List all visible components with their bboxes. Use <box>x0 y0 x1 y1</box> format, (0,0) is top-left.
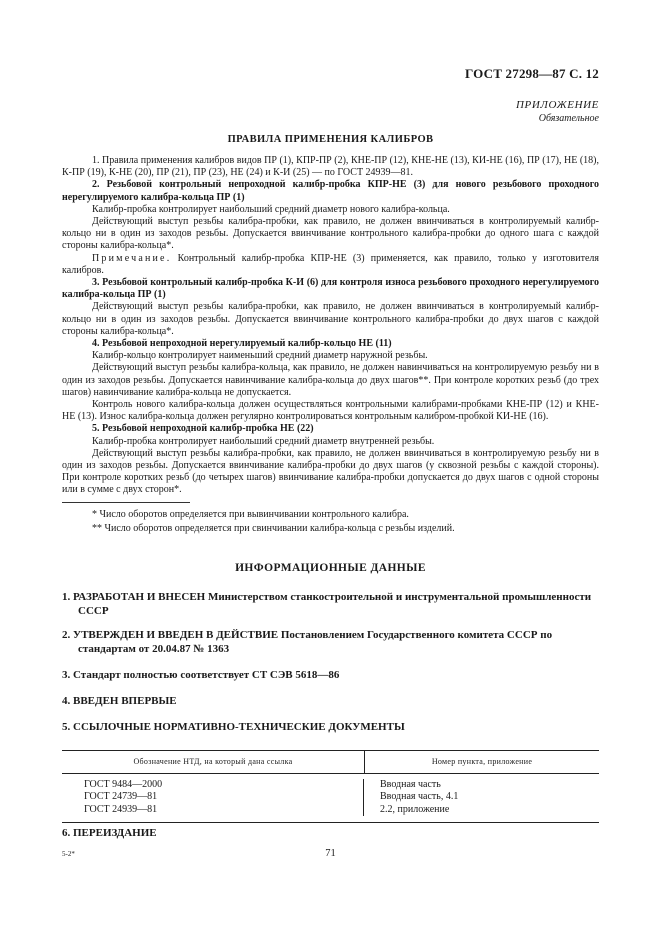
table-header-ref: Номер пункта, приложение <box>431 757 533 766</box>
table-row-doc: ГОСТ 9484—2000 <box>84 779 163 790</box>
info-item-6-text: 6. ПЕРЕИЗДАНИЕ <box>62 827 157 839</box>
footnote-rule <box>62 502 190 503</box>
info-item-2 <box>62 628 602 656</box>
appendix-status: Обязательное <box>538 113 599 124</box>
page-number: 71 <box>325 848 336 859</box>
info-item-4 <box>62 694 602 708</box>
section-title: ПРАВИЛА ПРИМЕНЕНИЯ КАЛИБРОВ <box>227 134 434 145</box>
table-body <box>62 774 599 822</box>
note-label: Примечание. <box>92 252 172 264</box>
note-paragraph <box>62 253 599 277</box>
appendix-label: ПРИЛОЖЕНИЕ <box>516 99 599 111</box>
heading-4: 4. Резьбовой непроходной нерегулируемый калибр-кольцо НЕ (11) <box>92 338 392 350</box>
paragraph-4a: Калибр-кольцо контролирует наименьший средний диаметр наружной резьбы. <box>92 350 428 362</box>
footnote-2: ** Число оборотов определяется при свинчивании калибра-кольца с резьбы изделий. <box>92 522 455 534</box>
paragraph-2b: Действующий выступ резьбы калибра-пробки, как правило, не должен ввинчиваться в контролируемый калибр-кольцо ни в один из заходов резьбы. Допускается ввинчивание контрольного калибра-пробки до одного шага с каждой стороны калибра-кольца*. <box>62 216 599 252</box>
paragraph-4b: Действующий выступ резьбы калибра-кольца, как правило, не должен навинчиваться на контролируемую резьбу ни в один из заходов резьбы. Допускается навинчивание калибра-кольца до двух шагов**. При контроле коротких резьб (до трех шагов) навинчивание калибра-кольца не допускается. <box>62 362 599 398</box>
table-header <box>62 751 599 774</box>
table-row-ref: 2.2, приложение <box>380 803 450 815</box>
info-item-3 <box>62 668 602 682</box>
info-item-1 <box>62 590 602 618</box>
table-row-doc: ГОСТ 24739—81 <box>84 791 158 803</box>
paragraph-2a: Калибр-пробка контролирует наибольший средний диаметр нового калибра-кольца. <box>92 203 450 215</box>
table-header-doc: Обозначение НТД, на который дана ссылка <box>62 751 365 773</box>
info-item-6 <box>62 826 602 840</box>
table-row-ref: Вводная часть <box>380 779 441 790</box>
paragraph-4c: Контроль нового калибра-кольца должен осуществляться контрольными калибрами-пробками КНЕ-ПР (12) и КНЕ-НЕ (13). Износ калибра-кольца должен регулярно контролироваться контрольным калибром-пробкой КИ-НЕ (16). <box>62 399 599 423</box>
paragraph-3: Действующий выступ резьбы калибра-пробки, как правило, не должен ввинчиваться в контролируемый калибр-кольцо ни в один из заходов резьбы. Допускается ввинчивание контрольного калибра-пробки до двух шагов с каждой стороны калибра-кольца*. <box>62 301 599 337</box>
info-item-2-text: 2. УТВЕРЖДЕН И ВВЕДЕН В ДЕЙСТВИЕ Постановлением Государственного комитета СССР по стандартам от 20.04.87 № 1363 <box>62 629 553 655</box>
table-row-doc: ГОСТ 24939—81 <box>84 803 158 815</box>
info-item-4-text: 4. ВВЕДЕН ВПЕРВЫЕ <box>62 695 177 707</box>
table-row-ref: Вводная часть, 4.1 <box>380 791 459 803</box>
standard-code-header: ГОСТ 27298—87 С. 12 <box>465 66 599 81</box>
paragraph-1: 1. Правила применения калибров видов ПР (1), КПР-ПР (2), КНЕ-ПР (12), КНЕ-НЕ (13), КИ-НЕ (16), ПР (17), НЕ (18), К-ПР (19), К-НЕ (20), ПР (21), ПР (23), НЕ (24) и К-И (25) — по ГОСТ 24939—81. <box>62 155 599 179</box>
heading-5: 5. Резьбовой непроходной калибр-пробка НЕ (22) <box>92 423 314 435</box>
info-item-1-text: 1. РАЗРАБОТАН И ВНЕСЕН Министерством станкостроительной и инструментальной промышленности СССР <box>62 591 592 617</box>
references-table <box>62 750 599 823</box>
info-item-5-text: 5. ССЫЛОЧНЫЕ НОРМАТИВНО-ТЕХНИЧЕСКИЕ ДОКУМЕНТЫ <box>62 721 405 733</box>
paragraph-5b: Действующий выступ резьбы калибра-пробки, как правило, не должен ввинчиваться в контролируемую резьбу ни в один из заходов резьбы. Допускается ввинчивание калибра-пробки до двух шагов (у сквозной резьбы с каждой стороны). При контроле коротких резьб (до четырех шагов) ввинчивание калибра-пробки допускается до двух шагов с одной стороны или в сумме с двух сторон*. <box>62 447 599 496</box>
info-title: ИНФОРМАЦИОННЫЕ ДАННЫЕ <box>235 562 426 574</box>
paragraph-5a: Калибр-пробка контролирует наибольший средний диаметр внутренней резьбы. <box>92 435 435 447</box>
appendix-label-block <box>516 98 599 126</box>
info-item-3-text: 3. Стандарт полностью соответствует СТ СЭВ 5618—86 <box>62 669 340 681</box>
print-mark: 5-2* <box>62 850 75 858</box>
rules-body <box>62 155 599 536</box>
heading-2: 2. Резьбовой контрольный непроходной калибр-пробка КПР-НЕ (3) для нового резьбового проходного нерегулируемого калибра-кольца ПР (1) <box>62 179 599 203</box>
note-text: Контрольный калибр-пробка КПР-НЕ (3) применяется, как правило, только у изготовителя калибров. <box>62 252 599 276</box>
table-col-doc <box>62 779 364 816</box>
heading-3: 3. Резьбовой контрольный калибр-пробка К-И (6) для контроля износа резьбового проходного нерегулируемого калибра-кольца ПР (1) <box>62 277 599 301</box>
table-col-ref <box>364 779 599 816</box>
info-item-5 <box>62 720 602 734</box>
footnote-1: * Число оборотов определяется при вывинчивании контрольного калибра. <box>92 508 409 520</box>
